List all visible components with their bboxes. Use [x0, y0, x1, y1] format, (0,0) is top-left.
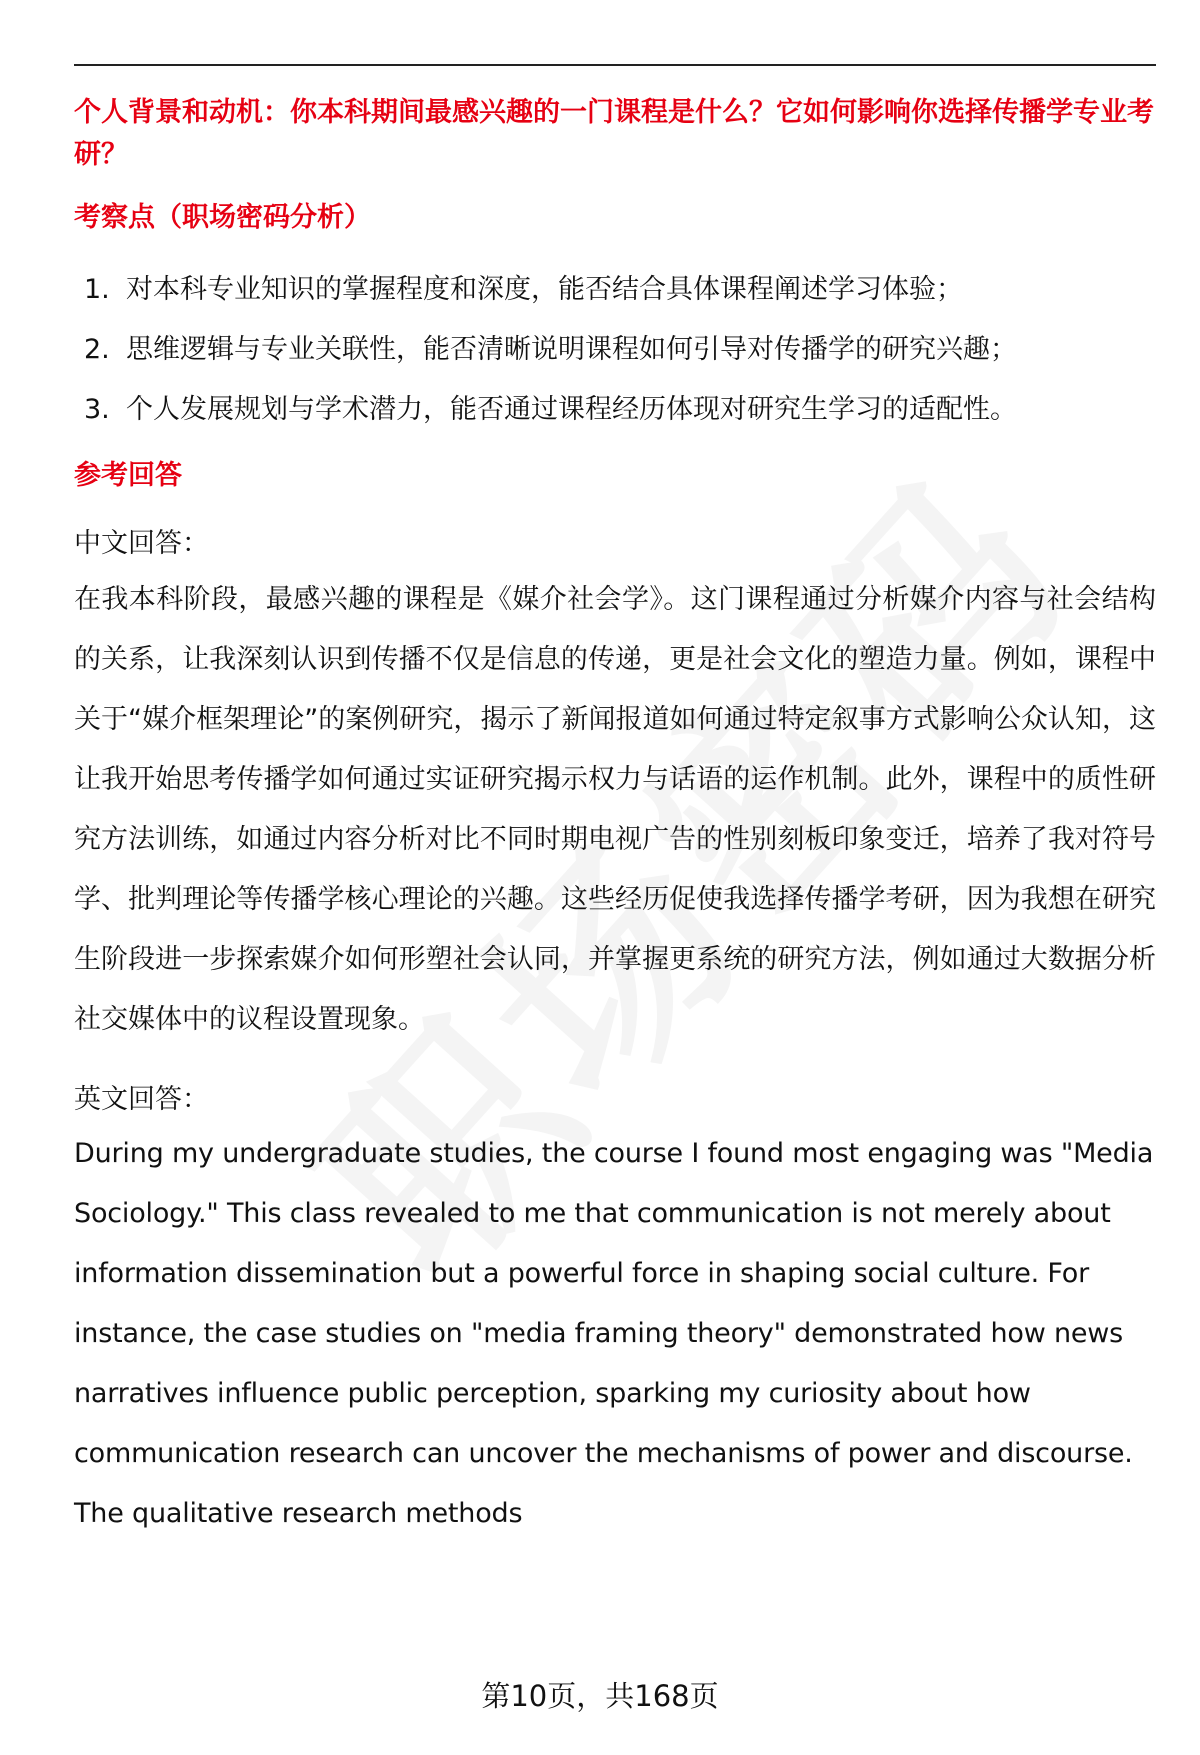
chinese-answer-label: 中文回答： — [74, 528, 209, 559]
assessment-item — [74, 260, 1156, 320]
assessment-item — [74, 380, 1156, 440]
header-rule — [74, 64, 1156, 66]
chinese-answer-text: 在我本科阶段，最感兴趣的课程是《媒介社会学》。这门课程通过分析媒介内容与社会结构的关系，让我深刻认识到传播不仅是信息的传递，更是社会文化的塑造力量。例如，课程中关于“媒介框架理论”的案例研究，揭示了新闻报道如何通过特定叙事方式影响公众认知，这让我开始思考传播学如何通过实证研究揭示权力与话语的运作机制。此外，课程中的质性研究方法训练，如通过内容分析对比不同时期电视广告的性别刻板印象变迁，培养了我对符号学、批判理论等传播学核心理论的兴趣。这些经历促使我选择传播学考研，因为我想在研究生阶段进一步探索媒介如何形塑社会认同，并掌握更系统的研究方法，例如通过大数据分析社交媒体中的议程设置现象。 — [74, 584, 1156, 1035]
reference-heading: 参考回答 — [74, 460, 182, 491]
assessment-item-number: 3. — [84, 394, 110, 425]
page-number: 第10页，共168页 — [481, 1679, 719, 1713]
english-answer-label: 英文回答： — [74, 1084, 209, 1115]
question-title: 个人背景和动机：你本科期间最感兴趣的一门课程是什么？它如何影响你选择传播学专业考研？ — [74, 97, 1154, 170]
assessment-item-text: 思维逻辑与专业关联性，能否清晰说明课程如何引导对传播学的研究兴趣； — [126, 334, 1017, 365]
page-content — [74, 92, 1156, 1544]
english-answer-text: During my undergraduate studies, the course I found most engaging was "Media Sociology." This class revealed to me that communication is not merely about information dissemination but a powerful force in shaping social culture. For instance, the case studies on "media framing theory" demonstrated how news narratives influence public perception, sparking my curiosity about how communication research can uncover the mechanisms of power and discourse. The qualitative research methods — [74, 1138, 1154, 1529]
assessment-list — [74, 260, 1156, 440]
assessment-item-number: 1. — [84, 274, 110, 305]
assessment-item-text: 对本科专业知识的掌握程度和深度，能否结合具体课程阐述学习体验； — [126, 274, 963, 305]
assessment-item-text: 个人发展规划与学术潜力，能否通过课程经历体现对研究生学习的适配性。 — [126, 394, 1017, 425]
assessment-item-number: 2. — [84, 334, 110, 365]
assessment-heading: 考察点（职场密码分析） — [74, 202, 371, 233]
assessment-item — [74, 320, 1156, 380]
